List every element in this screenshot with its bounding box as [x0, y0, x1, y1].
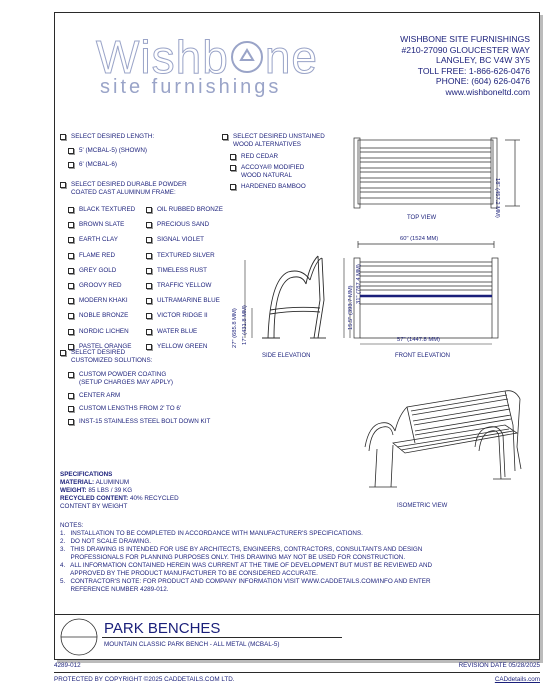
company-tollfree: TOLL FREE: 1-866-626-0476	[417, 65, 530, 76]
dim-front-seat: 15.5" (393.7 MM)	[348, 285, 354, 330]
color-option	[68, 267, 135, 275]
color-option	[146, 252, 223, 260]
dim-side-height: 27" (685.8 MM)	[232, 308, 238, 348]
recycle-icon	[230, 40, 264, 74]
spec-material: MATERIAL: ALUMINUM	[60, 479, 130, 486]
company-website[interactable]: www.wishboneltd.com	[445, 86, 530, 97]
checkbox[interactable]	[68, 222, 74, 228]
color-option-label: NOBLE BRONZE	[79, 312, 129, 320]
color-option	[146, 312, 223, 320]
solution-option: CUSTOM LENGTHS FROM 2' TO 6'	[68, 405, 210, 413]
checkbox[interactable]	[146, 329, 152, 335]
color-option-label: GREY GOLD	[79, 266, 117, 274]
solution-option: CENTER ARM	[68, 392, 210, 400]
footer-divider	[54, 672, 540, 673]
logo-subtitle: site furnishings	[100, 76, 282, 98]
powder-heading-line2: COATED CAST ALUMINUM FRAME:	[71, 189, 176, 196]
color-option	[68, 206, 135, 214]
checkbox[interactable]	[230, 184, 236, 190]
dim-front-inner: 57" (1447.8 MM)	[397, 337, 440, 343]
color-option-label: BLACK TEXTURED	[79, 206, 136, 213]
color-option-label: PRECIOUS SAND	[157, 221, 210, 229]
front-elevation-label: FRONT ELEVATION	[395, 353, 451, 359]
front-elevation-drawing	[340, 240, 540, 348]
checkbox[interactable]	[68, 268, 74, 274]
title-underline	[102, 637, 342, 638]
title-main: PARK BENCHES	[104, 620, 221, 637]
wood-option: RED CEDAR	[230, 153, 325, 161]
footer-site-link[interactable]: CADdetails.com	[494, 676, 540, 683]
color-option-label: OIL RUBBED BRONZE	[157, 206, 223, 213]
specifications	[60, 471, 179, 511]
color-option-label: GROOVY RED	[79, 281, 122, 289]
color-option	[68, 252, 135, 260]
side-elevation-label: SIDE ELEVATION	[262, 353, 311, 359]
solution-option: CUSTOM POWDER COATING	[68, 371, 210, 379]
spec-heading: SPECIFICATIONS	[60, 471, 113, 478]
color-option-label: TIMELESS RUST	[157, 266, 208, 274]
footer-ref: 4289-012	[54, 662, 81, 669]
checkbox[interactable]	[146, 313, 152, 319]
side-elevation-drawing	[240, 250, 340, 346]
note-line: PROFESSIONALS FOR PLANNING PURPOSES ONLY. THIS DRAWING MAY NOT BE USED FOR CONSTRUCTION.	[60, 554, 406, 561]
checkbox[interactable]	[146, 207, 152, 213]
dim-top-depth: 18" (457.2 MM)	[494, 178, 500, 218]
solutions-options: SELECT DESIRED CUSTOMIZED SOLUTIONS: CUSTOM POWDER COATING (SETUP CHARGES MAY APPLY) CENTER ARM CUSTOM LENGTHS FROM 2' TO 6' INST-15 STAINLESS STEEL BOLT DOWN KIT	[60, 349, 210, 426]
powder-heading: SELECT DESIRED DURABLE POWDER COATED CAST ALUMINUM FRAME:	[60, 181, 187, 197]
note-line: 3. THIS DRAWING IS INTENDED FOR USE BY ARCHITECTS, ENGINEERS, CONTRACTORS, CONSULTANTS AND DESIGN	[60, 546, 423, 553]
notes	[60, 522, 432, 594]
color-option-label: TEXTURED SILVER	[157, 251, 215, 259]
checkbox[interactable]	[60, 134, 66, 140]
top-view-drawing	[340, 128, 540, 228]
color-option	[68, 236, 135, 244]
company-name: WISHBONE SITE FURNISHINGS	[400, 34, 530, 44]
top-view-label: TOP VIEW	[407, 215, 437, 221]
color-option-label: BROWN SLATE	[79, 221, 125, 229]
checkbox[interactable]	[68, 329, 74, 335]
note-line: 5. CONTRACTOR'S NOTE: FOR PRODUCT AND COMPANY INFORMATION VISIT WWW.CADDETAILS.COM/INFO AND ENTER	[60, 578, 431, 585]
footer-copyright: PROTECTED BY COPYRIGHT ©2025 CADDETAILS.COM LTD.	[54, 676, 235, 683]
checkbox[interactable]	[146, 298, 152, 304]
checkbox[interactable]	[230, 154, 236, 160]
logo-text-2: ne	[264, 31, 318, 83]
wishbone-logo	[96, 31, 318, 99]
checkbox[interactable]	[68, 393, 74, 399]
checkbox[interactable]	[68, 207, 74, 213]
color-option-label: VICTOR RIDGE II	[157, 312, 208, 320]
color-option-label: MODERN KHAKI	[79, 297, 128, 305]
notes-heading: NOTES:	[60, 522, 84, 529]
company-address1: #210-27090 GLOUCESTER WAY	[401, 44, 530, 55]
color-option-label: PASTEL ORANGE	[79, 342, 132, 350]
company-info	[400, 34, 530, 97]
checkbox[interactable]	[68, 372, 74, 378]
note-line: REFERENCE NUMBER 4289-012.	[60, 586, 169, 593]
checkbox[interactable]	[60, 350, 66, 356]
length-option: 6' (MCBAL-6)	[68, 161, 154, 169]
spec-weight: WEIGHT: 85 LBS / 39 KG	[60, 487, 133, 494]
checkbox[interactable]	[146, 222, 152, 228]
checkbox[interactable]	[68, 162, 74, 168]
wood-option: HARDENED BAMBOO	[230, 183, 325, 191]
color-list-right	[146, 206, 223, 358]
color-option-label: YELLOW GREEN	[157, 342, 208, 350]
solutions-heading-line2: CUSTOMIZED SOLUTIONS:	[71, 357, 153, 364]
company-address2: LANGLEY, BC V4W 3Y5	[436, 55, 530, 65]
length-heading: SELECT DESIRED LENGTH:	[60, 133, 154, 141]
length-option: 5' (MCBAL-5) (SHOWN)	[68, 147, 154, 155]
wood-option: ACCOYA® MODIFIED	[230, 164, 325, 172]
company-phone: PHONE: (604) 626-0476	[435, 76, 530, 86]
checkbox[interactable]	[146, 283, 152, 289]
color-option	[68, 328, 135, 336]
title-subtitle: MOUNTAIN CLASSIC PARK BENCH - ALL METAL (MCBAL-5)	[104, 641, 280, 648]
checkbox[interactable]	[60, 182, 66, 188]
isometric-drawing	[355, 385, 535, 495]
checkbox[interactable]	[68, 406, 74, 412]
footer-revision: REVISION DATE 05/28/2025	[458, 662, 540, 669]
checkbox[interactable]	[68, 298, 74, 304]
checkbox[interactable]	[146, 268, 152, 274]
length-options	[60, 133, 154, 169]
dim-side-seat: 17" (431.8 MM)	[242, 305, 248, 345]
color-option-label: WATER BLUE	[157, 327, 198, 335]
color-option-label: NORDIC LICHEN	[79, 327, 129, 335]
spec-recycled: RECYCLED CONTENT: 40% RECYCLED	[60, 495, 179, 502]
color-option	[68, 312, 135, 320]
color-option	[68, 297, 135, 305]
color-option	[146, 267, 223, 275]
note-line: 2. DO NOT SCALE DRAWING.	[60, 538, 151, 545]
color-option-label: ULTRAMARINE BLUE	[157, 297, 220, 305]
color-option-label: FLAME RED	[79, 251, 116, 259]
wood-options: SELECT DESIRED UNSTAINED WOOD ALTERNATIVES RED CEDAR ACCOYA® MODIFIED WOOD NATURAL HARDENED BAMBOO	[222, 133, 325, 191]
title-divider	[55, 614, 540, 615]
spec-recycled-line2: CONTENT BY WEIGHT	[60, 503, 128, 510]
wood-option-line2: WOOD NATURAL	[241, 172, 292, 179]
color-option-label: EARTH CLAY	[79, 236, 118, 244]
dim-front-width: 60" (1524 MM)	[400, 236, 439, 242]
checkbox[interactable]	[146, 237, 152, 243]
color-option	[146, 236, 223, 244]
color-option	[146, 328, 223, 336]
dim-front-height: 31" (787.4 MM)	[356, 264, 362, 304]
color-list-left	[68, 206, 135, 358]
color-option	[146, 206, 223, 214]
color-option-label: TRAFFIC YELLOW	[157, 281, 212, 289]
checkbox[interactable]	[68, 237, 74, 243]
isometric-label: ISOMETRIC VIEW	[397, 503, 448, 509]
note-line: 1. INSTALLATION TO BE COMPLETED IN ACCORDANCE WITH MANUFACTURER'S SPECIFICATIONS.	[60, 530, 363, 537]
solution-option: INST-15 STAINLESS STEEL BOLT DOWN KIT	[68, 418, 210, 426]
note-line: APPROVED BY THE PRODUCT MANUFACTURER TO BE CONSIDERED ACCURATE.	[60, 570, 318, 577]
wood-heading-line2: WOOD ALTERNATIVES	[233, 141, 301, 148]
checkbox[interactable]	[222, 134, 228, 140]
note-line: 4. ALL INFORMATION CONTAINED HEREIN WAS CURRENT AT THE TIME OF DEVELOPMENT BUT MUST BE REVIEWED AND	[60, 562, 433, 569]
checkbox[interactable]	[68, 283, 74, 289]
color-option-label: SIGNAL VIOLET	[157, 236, 205, 244]
color-option	[68, 221, 135, 229]
checkbox[interactable]	[68, 253, 74, 259]
color-option	[146, 282, 223, 290]
checkbox[interactable]	[68, 148, 74, 154]
checkbox[interactable]	[68, 313, 74, 319]
color-option	[146, 297, 223, 305]
solution-option-line2: (SETUP CHARGES MAY APPLY)	[79, 379, 174, 386]
checkbox[interactable]	[230, 165, 236, 171]
checkbox[interactable]	[146, 253, 152, 259]
color-option	[146, 221, 223, 229]
checkbox[interactable]	[68, 419, 74, 425]
logo-text-1: Wishb	[96, 31, 229, 83]
color-option	[68, 282, 135, 290]
section-symbol-icon	[58, 616, 100, 658]
